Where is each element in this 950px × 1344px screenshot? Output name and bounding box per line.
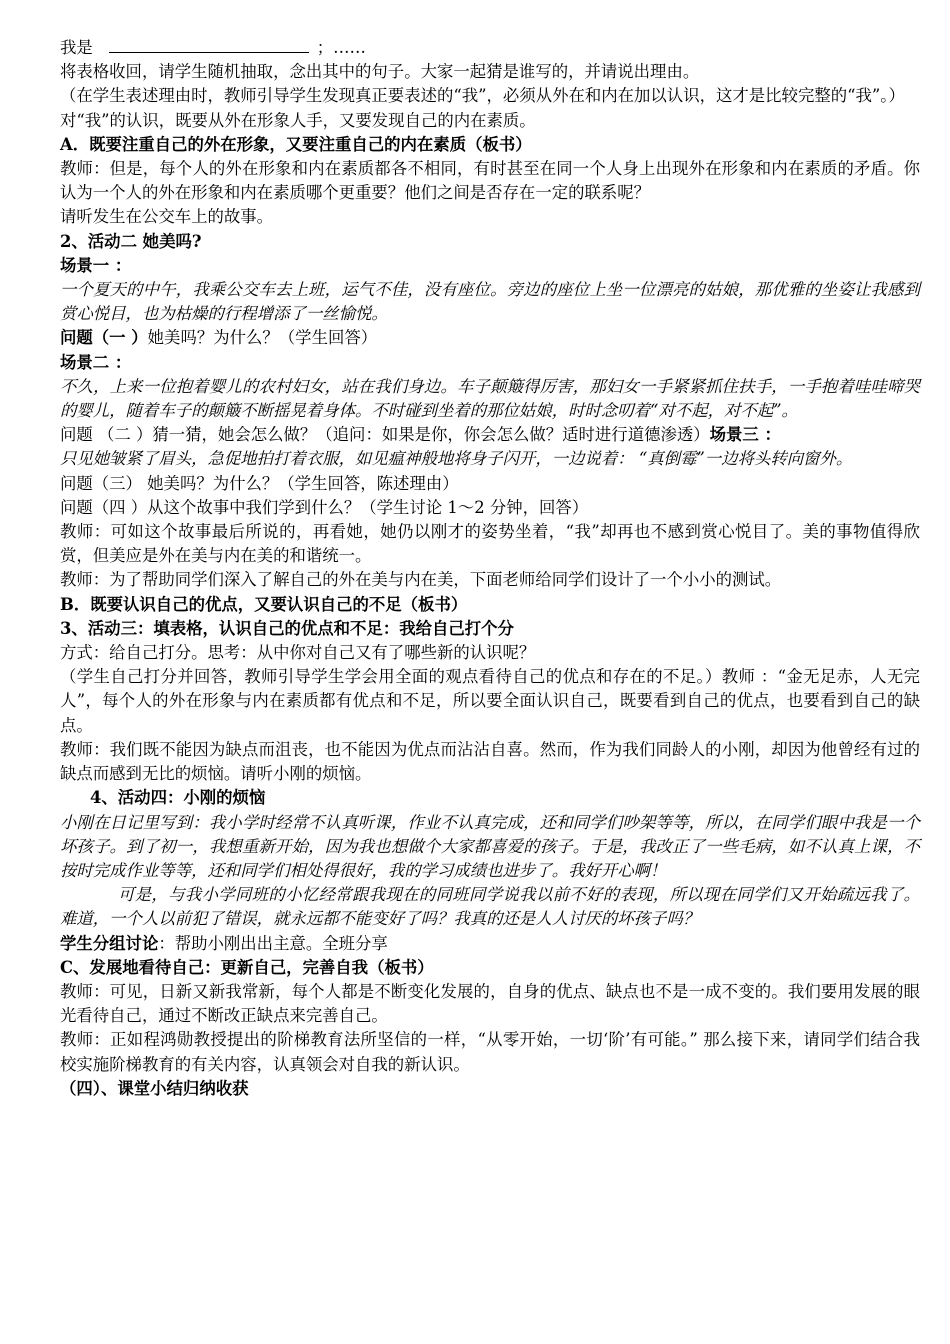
paragraph-teacher-1: 教师：但是，每个人的外在形象和内在素质都各不相同，有时甚至在同一个人身上出现外在形象和内在素质的矛盾。你认为一个人的外在形象和内在素质哪个更重要？他们之间是否存在一定的联系呢？ xyxy=(60,159,920,203)
diary-text-1: 小刚在日记里写到：我小学时经常不认真听课，作业不认真完成，还和同学们吵架等等，所以，在同学们眼中我是一个坏孩子。到了初一，我想重新开始，因为我也想做个大家都喜爱的孩子。于是，我改正了一些毛病，如不认真上课，不按时完成作业等等，还和同学们相处得很好，我的学习成绩也进步了。我好开心啊！ xyxy=(60,812,920,880)
scene-2-label: 场景二 ： xyxy=(60,352,132,372)
question-1-label: 问题（一 ） xyxy=(60,328,148,348)
intro-tail: ；…… xyxy=(316,38,366,57)
paragraph-recognition: 对“我”的认识，既要从外在形象人手，又要发现自己的内在素质。 xyxy=(60,110,536,130)
scene-1-text: 一个夏天的中午，我乘公交车去上班，运气不佳，没有座位。旁边的座位上坐一位漂亮的姑娘，那优雅的坐姿让我感到赏心悦目，也为枯燥的行程增添了一丝愉悦。 xyxy=(60,280,920,324)
heading-activity-4: 4、活动四：小刚的烦恼 xyxy=(90,788,266,808)
paragraph-teacher-5: 教师：我们既不能因为缺点而沮丧，也不能因为优点而沾沾自喜。然而，作为我们同龄人的小刚，却因为他曾经有过的缺点而感到无比的烦恼。请听小刚的烦恼。 xyxy=(60,739,920,784)
group-discussion-text: ：帮助小刚出出主意。全班分享 xyxy=(158,933,388,953)
scene-3-text: 只见她皱紧了眉头，急促地拍打着衣服，如见瘟神般地将身子闪开，一边说着： “真倒霉”一边将头转向窗外。 xyxy=(60,449,853,469)
question-1-text: 她美吗？为什么？（学生回答） xyxy=(147,328,378,348)
intro-label: 我是 xyxy=(60,38,93,57)
scene-1-label: 场景一 ： xyxy=(60,255,132,275)
paragraph-bus-story: 请听发生在公交车上的故事。 xyxy=(60,207,274,227)
paragraph-teacher-3: 教师：为了帮助同学们深入了解自己的外在美与内在美，下面老师给同学们设计了一个小小的测试。 xyxy=(60,570,782,590)
heading-a: A．既要注重自己的外在形象，又要注重自己的内在素质（板书） xyxy=(60,134,532,154)
scene-3-label: 场景三 ： xyxy=(709,425,781,445)
paragraph-method: 方式：给自己打分。思考：从中你对自己又有了哪些新的认识呢？ xyxy=(60,643,536,663)
question-2-text: 问题 （二 ）猜一猜，她会怎么做？（追问：如果是你，你会怎么做？适时进行道德渗透） xyxy=(60,425,710,445)
paragraph-collect: 将表格收回，请学生随机抽取，念出其中的句子。大家一起猜是谁写的，并请说出理由。 xyxy=(60,62,700,82)
paragraph-teacher-7: 教师：正如程鸿勋教授提出的阶梯教育法所坚信的一样，“从零开始，一切‘阶’有可能。” 那么接下来，请同学们结合我校实施阶梯教育的有关内容，认真领会对自我的新认识。 xyxy=(60,1030,920,1074)
paragraph-teacher-2: 教师：可如这个故事最后所说的，再看她，她仍以刚才的姿势坐着，“我”却再也不感到赏心悦目了。美的事物值得欣赏，但美应是外在美与内在美的和谐统一。 xyxy=(60,522,920,566)
question-3: 问题（三） 她美吗？为什么？（学生回答，陈述理由） xyxy=(60,473,459,493)
heading-activity-3: 3、活动三：填表格，认识自己的优点和不足：我给自己打个分 xyxy=(60,618,514,638)
fill-in-blank xyxy=(109,38,309,53)
paragraph-teacher-4: （学生自己打分并回答，教师引导学生学会用全面的观点看待自己的优点和存在的不足。）教师 ：“金无足赤，人无完人”，每个人的外在形象与内在素质都有优点和不足，所以要全面认识自己，既要看到自己的优点，也要看到自己的缺点。 xyxy=(60,667,920,735)
question-2-block xyxy=(60,423,920,471)
group-discussion xyxy=(60,932,920,956)
heading-b: B．既要认识自己的优点，又要认识自己的不足（板书） xyxy=(60,594,468,614)
question-1 xyxy=(60,326,920,350)
heading-c: C、发展地看待自己：更新自己，完善自我（板书） xyxy=(60,957,434,977)
paragraph-teacher-6: 教师：可见，日新又新我常新，每个人都是不断变化发展的，自身的优点、缺点也不是一成不变的。我们要用发展的眼光看待自己，通过不断改正缺点来完善自己。 xyxy=(60,981,920,1026)
question-4: 问题（四 ）从这个故事中我们学到什么？（学生讨论 1～2 分钟，回答） xyxy=(60,497,589,517)
intro-line xyxy=(60,36,920,60)
diary-text-2: 可是，与我小学同班的小忆经常跟我现在的同班同学说我以前不好的表现，所以现在同学们又开始疏远我了。难道，一个人以前犯了错误，就永远都不能变好了吗？我真的还是人人讨厌的坏孩子吗？ xyxy=(60,885,920,929)
group-discussion-label: 学生分组讨论 xyxy=(60,933,159,953)
heading-activity-2: 2、活动二 她美吗? xyxy=(60,231,202,251)
heading-summary: （四）、课堂小结归纳收获 xyxy=(60,1078,249,1098)
paragraph-guide: （在学生表述理由时，教师引导学生发现真正要表述的“我”，必须从外在和内在加以认识，这才是比较完整的“我”。） xyxy=(60,86,905,106)
scene-2-text: 不久，上来一位抱着婴儿的农村妇女，站在我们身边。车子颠簸得厉害，那妇女一手紧紧抓住扶手，一手抱着哇哇啼哭的婴儿，随着车子的颠簸不断摇晃着身体。不时碰到坐着的那位姑娘，时时念叨着“对不起，对不起”。 xyxy=(60,376,920,421)
